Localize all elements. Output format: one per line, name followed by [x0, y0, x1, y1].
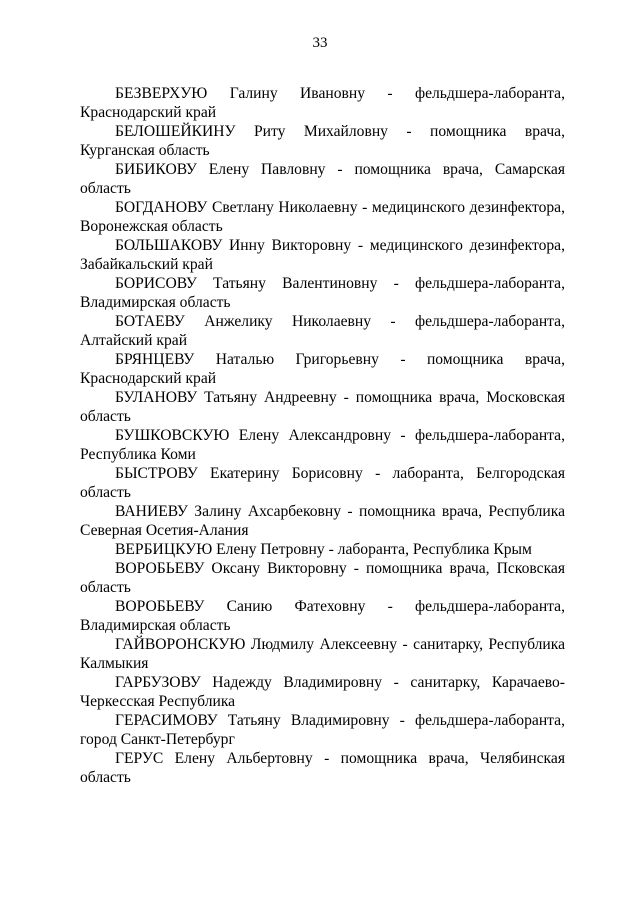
- list-item: БОГДАНОВУ Светлану Николаевну - медицинского дезинфектора, Воронежская область: [80, 199, 565, 235]
- list-item: ВАНИЕВУ Залину Ахсарбековну - помощника врача, Республика Северная Осетия-Алания: [80, 503, 565, 539]
- list-item: БОЛЬШАКОВУ Инну Викторовну - медицинского дезинфектора, Забайкальский край: [80, 237, 565, 273]
- list-item: ГАЙВОРОНСКУЮ Людмилу Алексеевну - санитарку, Республика Калмыкия: [80, 636, 565, 672]
- list-item: БОТАЕВУ Анжелику Николаевну - фельдшера-лаборанта, Алтайский край: [80, 313, 565, 349]
- list-item: ВОРОБЬЕВУ Оксану Викторовну - помощника врача, Псковская область: [80, 560, 565, 596]
- list-item: БЕЛОШЕЙКИНУ Риту Михайловну - помощника врача, Курганская область: [80, 123, 565, 159]
- list-item: БУЛАНОВУ Татьяну Андреевну - помощника врача, Московская область: [80, 389, 565, 425]
- list-item: БОРИСОВУ Татьяну Валентиновну - фельдшера-лаборанта, Владимирская область: [80, 275, 565, 311]
- award-list: [80, 84, 565, 787]
- list-item: ВЕРБИЦКУЮ Елену Петровну - лаборанта, Республика Крым: [115, 541, 532, 558]
- list-item: ГЕРАСИМОВУ Татьяну Владимировну - фельдшера-лаборанта, город Санкт-Петербург: [80, 712, 565, 748]
- list-item: ВОРОБЬЕВУ Санию Фатеховну - фельдшера-лаборанта, Владимирская область: [80, 598, 565, 634]
- list-item: БИБИКОВУ Елену Павловну - помощника врача, Самарская область: [80, 161, 565, 197]
- list-item: ГАРБУЗОВУ Надежду Владимировну - санитарку, Карачаево-Черкесская Республика: [80, 674, 565, 710]
- list-item: БЕЗВЕРХУЮ Галину Ивановну - фельдшера-лаборанта, Краснодарский край: [80, 85, 565, 121]
- list-item: БЫСТРОВУ Екатерину Борисовну - лаборанта, Белгородская область: [80, 465, 565, 501]
- page-number: 33: [312, 35, 328, 51]
- list-item: ГЕРУС Елену Альбертовну - помощника врача, Челябинская область: [80, 750, 565, 786]
- list-item: БУШКОВСКУЮ Елену Александровну - фельдшера-лаборанта, Республика Коми: [80, 427, 565, 463]
- list-item: БРЯНЦЕВУ Наталью Григорьевну - помощника врача, Краснодарский край: [80, 351, 565, 387]
